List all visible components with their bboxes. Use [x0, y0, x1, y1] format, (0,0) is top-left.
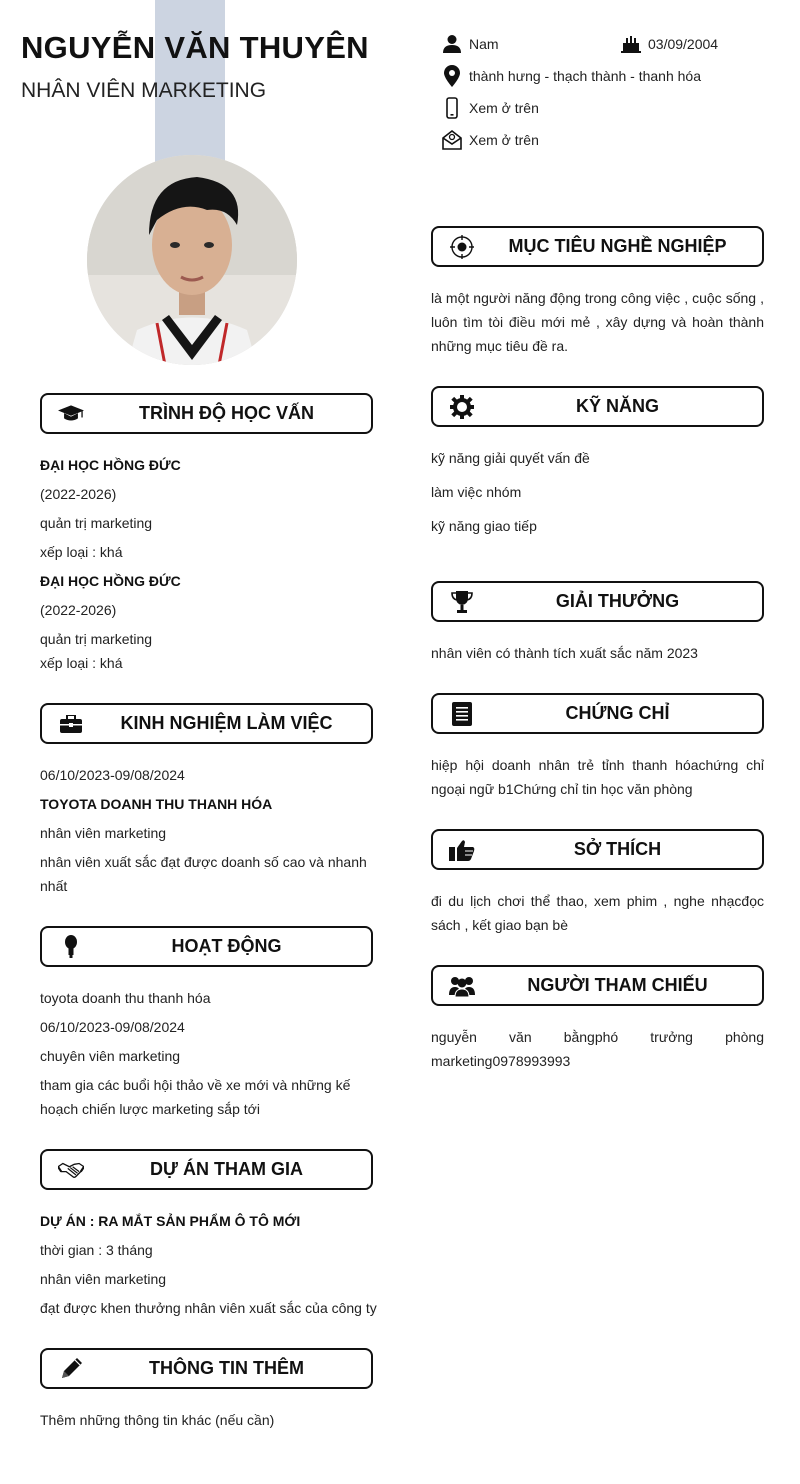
references-text: nguyễn văn bằngphó trưởng phòng marketing0978993993 — [431, 1029, 764, 1069]
school-name: ĐẠI HỌC HỒNG ĐỨC — [40, 573, 181, 589]
project-role: nhân viên marketing — [40, 1271, 167, 1287]
pencil-icon — [58, 1357, 84, 1381]
skill-item: làm việc nhóm — [431, 484, 522, 500]
trophy-icon — [449, 590, 475, 614]
thumbs-up-icon — [449, 838, 475, 862]
email-row — [441, 129, 539, 151]
activity-description: tham gia các buổi hội thảo về xe mới và những kế hoạch chiến lược marketing sắp tới — [40, 1077, 351, 1117]
projects-header — [40, 1149, 373, 1190]
education-header — [40, 393, 373, 434]
project-duration: thời gian : 3 tháng — [40, 1242, 153, 1258]
school-grade: xếp loại : khá — [40, 544, 123, 560]
lightbulb-icon — [58, 935, 84, 959]
project-result: đạt được khen thưởng nhân viên xuất sắc của công ty — [40, 1300, 377, 1316]
person-icon — [441, 33, 463, 55]
skills-header — [431, 386, 764, 427]
experience-header — [40, 703, 373, 744]
projects-title: DỰ ÁN THAM GIA — [150, 1159, 303, 1179]
references-header — [431, 965, 764, 1006]
hobbies-text: đi du lịch chơi thể thao, xem phim , nghe nhạcđọc sách , kết giao bạn bè — [431, 893, 764, 933]
references-title: NGƯỜI THAM CHIẾU — [527, 975, 708, 995]
people-icon — [449, 974, 475, 998]
location-pin-icon — [441, 65, 463, 87]
certificates-text: hiệp hội doanh nhân trẻ tỉnh thanh hóachứng chỉ ngoại ngữ b1Chứng chỉ tin học văn phòng — [431, 757, 764, 797]
skills-title: KỸ NĂNG — [575, 396, 659, 416]
objective-title: MỤC TIÊU NGHỀ NGHIỆP — [508, 236, 727, 256]
gender-value: Nam — [469, 36, 499, 52]
address-value: thành hưng - thạch thành - thanh hóa — [469, 68, 701, 84]
skill-item: kỹ năng giao tiếp — [431, 518, 537, 534]
activity-role: chuyên viên marketing — [40, 1048, 181, 1064]
phone-icon — [441, 97, 463, 119]
experience-period: 06/10/2023-09/08/2024 — [40, 767, 185, 783]
school-major: quản trị marketing — [40, 631, 153, 647]
graduation-cap-icon — [58, 402, 84, 426]
address-row — [441, 65, 701, 87]
school-period: (2022-2026) — [40, 602, 117, 618]
experience-role: nhân viên marketing — [40, 825, 167, 841]
briefcase-icon — [58, 712, 84, 736]
award-text: nhân viên có thành tích xuất sắc năm 2023 — [431, 645, 698, 661]
objective-text: là một người năng động trong công việc , cuộc sống , luôn tìm tòi điều mới mẻ , xây dựng và hoàn thành những mục tiêu đề ra. — [431, 290, 764, 354]
school-major: quản trị marketing — [40, 515, 153, 531]
phone-row — [441, 97, 539, 119]
school-grade: xếp loại : khá — [40, 655, 123, 671]
gender-row — [441, 33, 499, 55]
phone-value: Xem ở trên — [469, 100, 539, 116]
avatar — [87, 155, 297, 365]
candidate-name: NGUYỄN VĂN THUYÊN — [21, 30, 369, 65]
school-name: ĐẠI HỌC HỒNG ĐỨC — [40, 457, 181, 473]
email-icon — [441, 129, 463, 151]
experience-description: nhân viên xuất sắc đạt được doanh số cao và nhanh nhất — [40, 854, 367, 894]
gear-icon — [449, 395, 475, 419]
project-name: DỰ ÁN : RA MẮT SẢN PHẨM Ô TÔ MỚI — [40, 1213, 301, 1229]
handshake-icon — [58, 1158, 84, 1182]
extra-info-text: Thêm những thông tin khác (nếu cần) — [40, 1412, 275, 1428]
school-period: (2022-2026) — [40, 486, 117, 502]
birthday-value: 03/09/2004 — [648, 36, 719, 52]
activities-title: HOẠT ĐỘNG — [171, 936, 282, 956]
certificates-title: CHỨNG CHỈ — [565, 703, 670, 723]
awards-title: GIẢI THƯỞNG — [555, 591, 680, 611]
skill-item: kỹ năng giải quyết vấn đề — [431, 450, 590, 466]
education-title: TRÌNH ĐỘ HỌC VẤN — [139, 403, 314, 423]
birthday-row — [620, 33, 718, 55]
activity-organization: toyota doanh thu thanh hóa — [40, 990, 211, 1006]
cake-icon — [620, 33, 642, 55]
experience-company: TOYOTA DOANH THU THANH HÓA — [40, 796, 273, 812]
email-value: Xem ở trên — [469, 132, 539, 148]
objective-header — [431, 226, 764, 267]
activity-period: 06/10/2023-09/08/2024 — [40, 1019, 185, 1035]
extra-info-title: THÔNG TIN THÊM — [149, 1358, 304, 1378]
experience-title: KINH NGHIỆM LÀM VIỆC — [120, 713, 333, 733]
candidate-position: NHÂN VIÊN MARKETING — [21, 79, 267, 102]
hobbies-header — [431, 829, 764, 870]
awards-header — [431, 581, 764, 622]
activities-header — [40, 926, 373, 967]
document-icon — [449, 702, 475, 726]
extra-info-header — [40, 1348, 373, 1389]
target-icon — [449, 235, 475, 259]
certificates-header — [431, 693, 764, 734]
hobbies-title: SỞ THÍCH — [573, 839, 662, 859]
